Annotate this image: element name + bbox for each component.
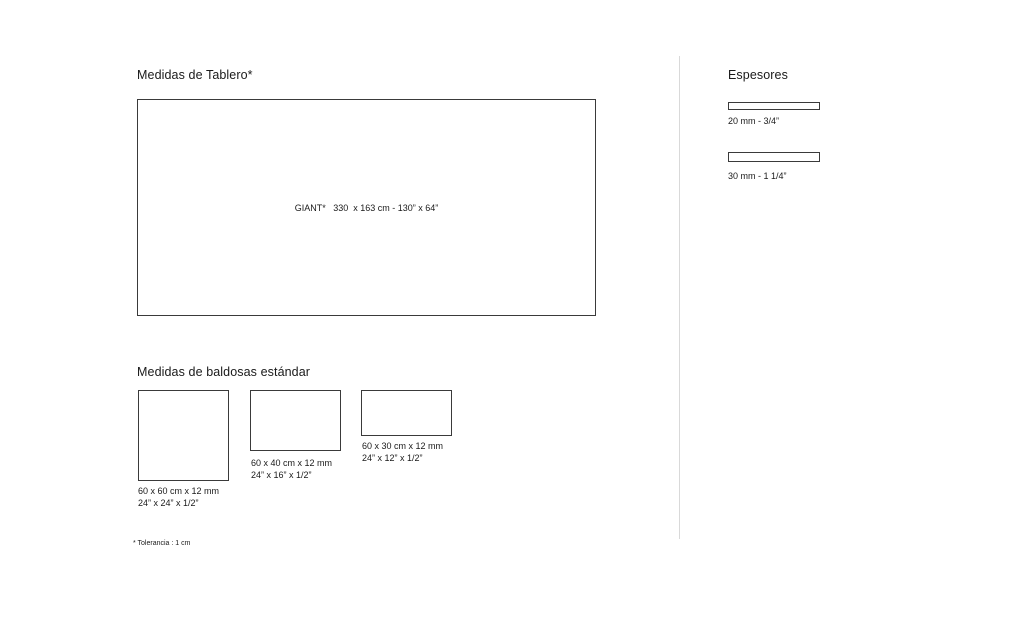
tile-label-60x40 xyxy=(251,457,332,481)
tile-metric-size: 60 x 30 cm x 12 mm xyxy=(362,441,444,451)
slab-name-label: GIANT* xyxy=(294,202,326,213)
tile-imperial-size: 24” x 16” x 1/2” xyxy=(251,470,312,480)
slab-gap xyxy=(326,203,334,213)
tile-diagram-60x30 xyxy=(361,390,452,436)
thickness-bar-30mm xyxy=(728,152,820,162)
thickness-label-20mm: 20 mm - 3/4” xyxy=(728,116,780,126)
slab-size-label: 330 x 163 cm - 130” x 64” xyxy=(333,202,439,213)
tile-imperial-size: 24” x 24” x 1/2” xyxy=(138,498,199,508)
tile-imperial-size: 24” x 12” x 1/2” xyxy=(362,453,423,463)
column-divider xyxy=(679,56,680,539)
thickness-label-30mm: 30 mm - 1 1/4” xyxy=(728,171,787,181)
tile-label-60x60 xyxy=(138,485,219,509)
tile-sizes-heading: Medidas de baldosas estándar xyxy=(137,365,311,379)
tile-diagram-60x40 xyxy=(250,390,341,451)
thickness-heading: Espesores xyxy=(728,68,788,82)
tile-diagram-60x60 xyxy=(138,390,229,481)
slab-diagram xyxy=(137,99,596,316)
tolerance-footnote: * Tolerancia : 1 cm xyxy=(133,540,191,547)
tile-metric-size: 60 x 40 cm x 12 mm xyxy=(251,458,333,468)
thickness-bar-20mm xyxy=(728,102,820,110)
tile-metric-size: 60 x 60 cm x 12 mm xyxy=(138,486,220,496)
slab-sizes-heading: Medidas de Tablero* xyxy=(137,68,253,82)
tile-label-60x30 xyxy=(362,440,443,464)
